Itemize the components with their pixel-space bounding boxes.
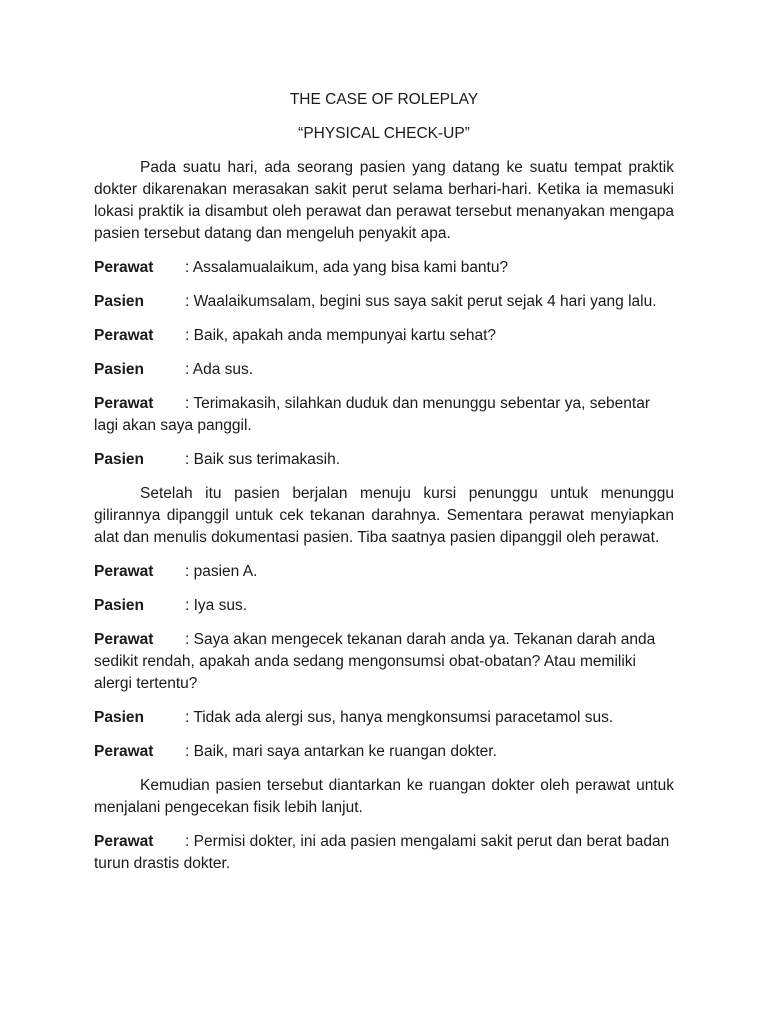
speaker-label: Pasien	[94, 597, 144, 614]
speaker-label: Perawat	[94, 259, 154, 276]
dialog-line	[94, 257, 674, 279]
dialog-text: : Permisi dokter, ini ada pasien mengalami sakit perut dan berat badan turun drastis dokter.	[94, 833, 670, 872]
dialog-text: : Tidak ada alergi sus, hanya mengkonsumsi paracetamol sus.	[185, 709, 614, 726]
speaker-label: Perawat	[94, 631, 154, 648]
speaker-label: Pasien	[94, 709, 144, 726]
speaker-label: Pasien	[94, 361, 144, 378]
document-content	[94, 89, 674, 875]
document-subtitle: “PHYSICAL CHECK-UP”	[298, 125, 470, 142]
dialog-text: : Saya akan mengecek tekanan darah anda ya. Tekanan darah anda sedikit rendah, apakah anda sedang mengonsumsi obat-obatan? Atau memiliki alergi tertentu?	[94, 631, 656, 692]
dialog-line	[94, 561, 674, 583]
dialog-line	[94, 449, 674, 471]
dialog-line	[94, 707, 674, 729]
dialog-text: : Terimakasih, silahkan duduk dan menunggu sebentar ya, sebentar lagi akan saya panggil.	[94, 395, 651, 434]
speaker-label: Perawat	[94, 395, 154, 412]
dialog-text: : Baik, mari saya antarkan ke ruangan dokter.	[185, 743, 497, 760]
dialog-text: : pasien A.	[185, 563, 258, 580]
dialog-line	[94, 325, 674, 347]
dialog-text: : Baik sus terimakasih.	[185, 451, 341, 468]
dialog-text: : Baik, apakah anda mempunyai kartu sehat?	[185, 327, 497, 344]
speaker-label: Perawat	[94, 327, 154, 344]
speaker-label: Perawat	[94, 563, 154, 580]
narrative-paragraph: Pada suatu hari, ada seorang pasien yang datang ke suatu tempat praktik dokter dikarenakan merasakan sakit perut selama berhari-hari. Ketika ia memasuki lokasi praktik ia disambut oleh perawat dan perawat tersebut menanyakan mengapa pasien tersebut datang dan mengeluh penyakit apa.	[94, 159, 674, 242]
dialog-line	[94, 393, 674, 437]
dialog-line	[94, 831, 674, 875]
dialog-text: : Ada sus.	[185, 361, 254, 378]
dialog-line	[94, 629, 674, 695]
narrative-paragraph: Kemudian pasien tersebut diantarkan ke ruangan dokter oleh perawat untuk menjalani pengecekan fisik lebih lanjut.	[94, 777, 674, 816]
dialog-text: : Iya sus.	[185, 597, 248, 614]
dialog-line	[94, 359, 674, 381]
dialog-line	[94, 741, 674, 763]
speaker-label: Perawat	[94, 833, 154, 850]
dialog-line	[94, 291, 674, 313]
dialog-text: : Waalaikumsalam, begini sus saya sakit perut sejak 4 hari yang lalu.	[185, 293, 657, 310]
dialog-text: : Assalamualaikum, ada yang bisa kami bantu?	[185, 259, 509, 276]
speaker-label: Pasien	[94, 293, 144, 310]
narrative-paragraph: Setelah itu pasien berjalan menuju kursi penunggu untuk menunggu gilirannya dipanggil untuk cek tekanan darahnya. Sementara perawat menyiapkan alat dan menulis dokumentasi pasien. Tiba saatnya pasien dipanggil oleh perawat.	[94, 485, 674, 546]
speaker-label: Perawat	[94, 743, 154, 760]
dialog-line	[94, 595, 674, 617]
document-title: THE CASE OF ROLEPLAY	[289, 91, 479, 108]
speaker-label: Pasien	[94, 451, 144, 468]
